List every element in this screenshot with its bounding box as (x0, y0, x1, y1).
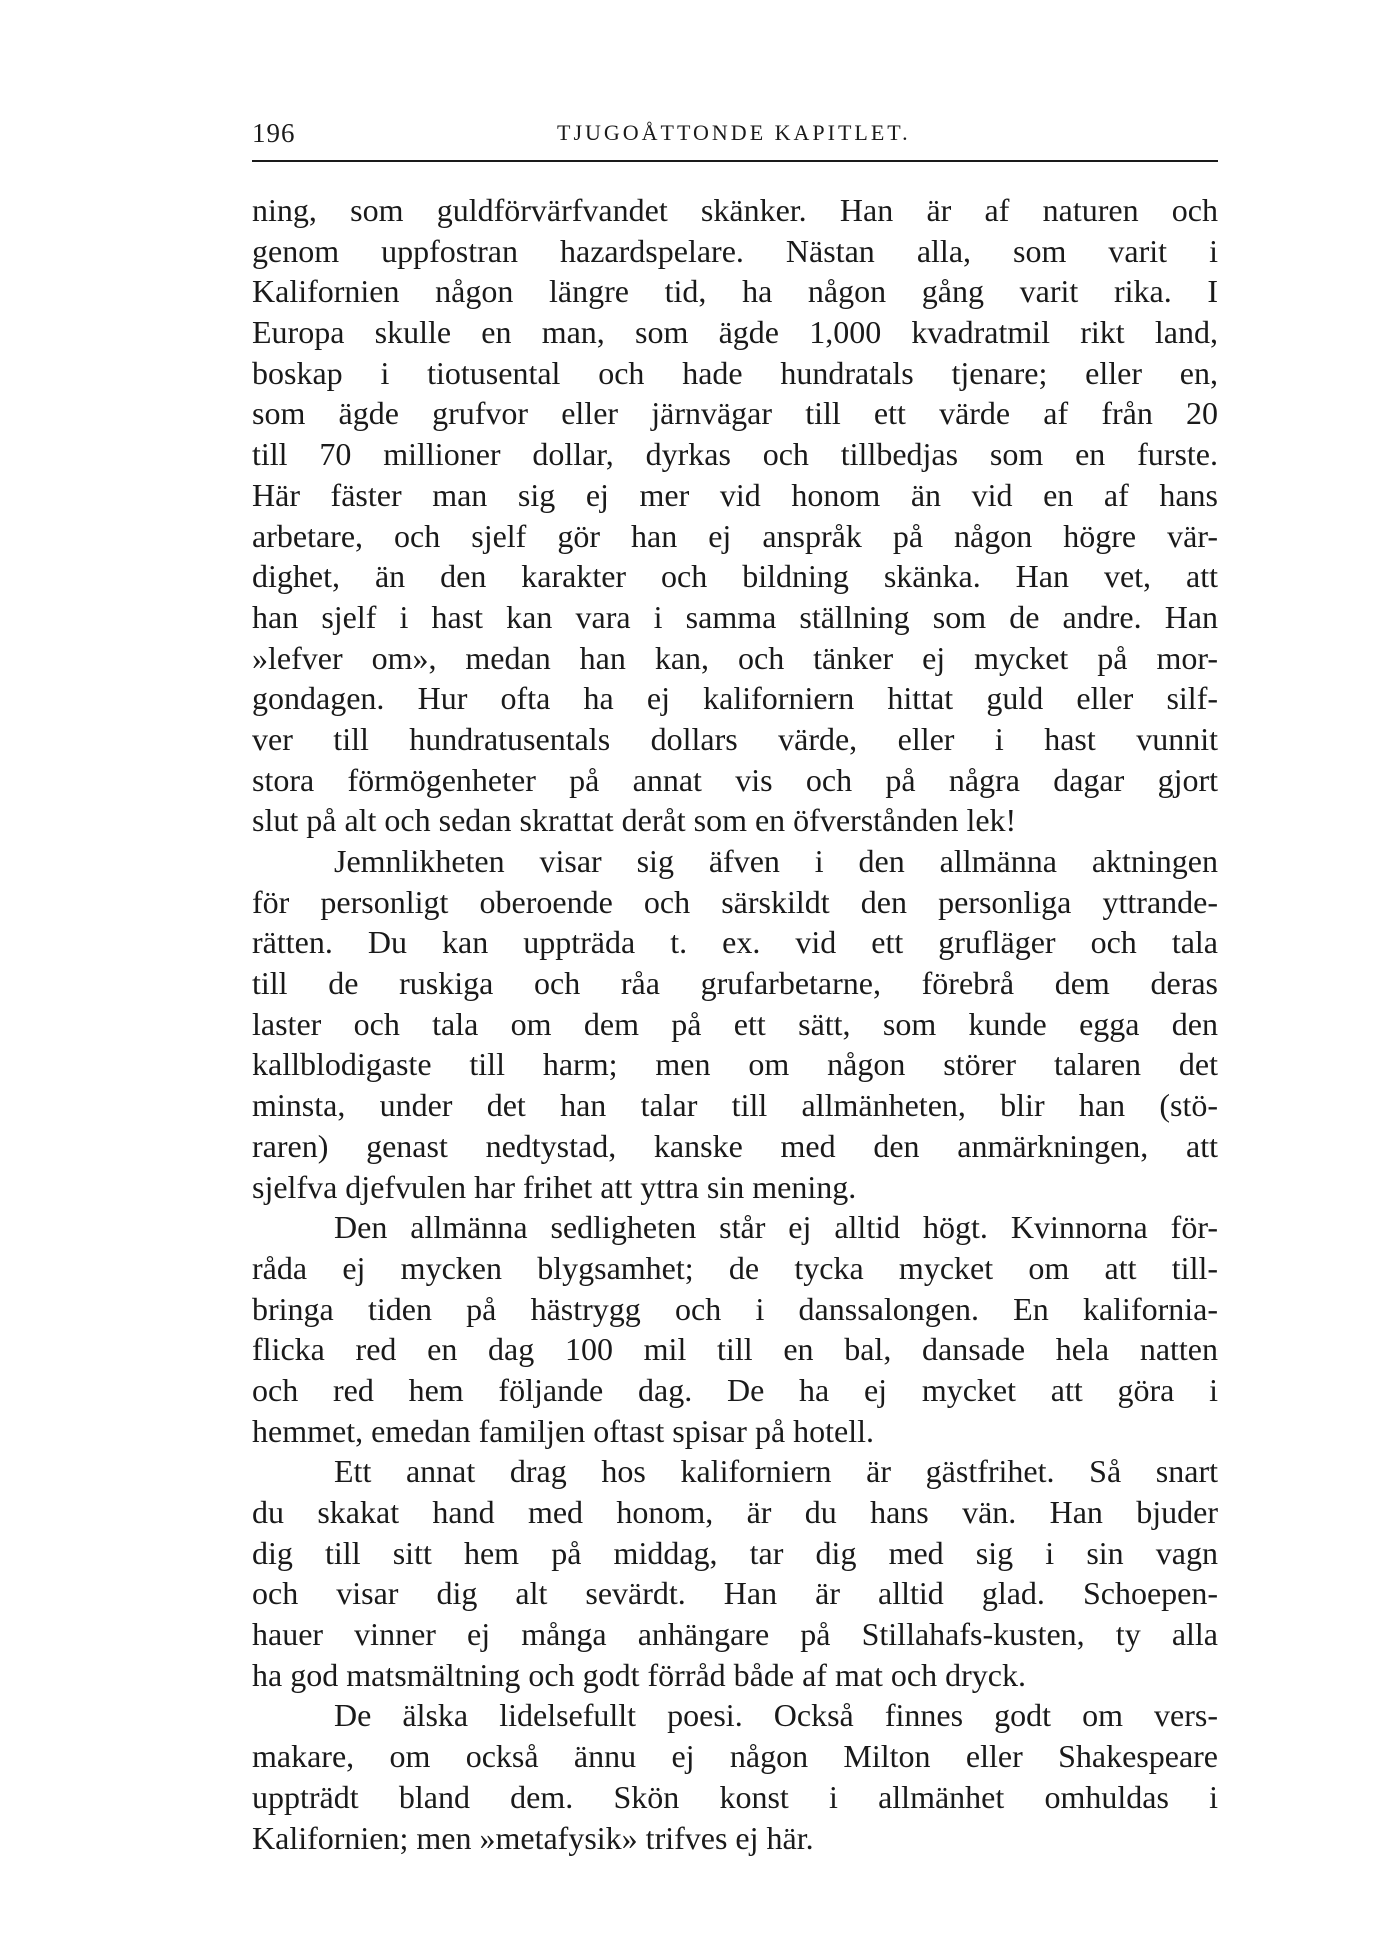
paragraph-end-line: hemmet, emedan familjen oftast spisar på hotell. (252, 1412, 875, 1449)
paragraph-end-line: slut på alt och sedan skrattat deråt som en öfverstånden lek! (252, 802, 1017, 839)
text-line: makare, om också ännu ej någon Milton eller Shakespeare (252, 1738, 1218, 1775)
text-line: stora förmögenheter på annat vis och på några dagar gjort (252, 761, 1218, 798)
paragraph-first-line: Den allmänna sedligheten står ej alltid högt. Kvinnorna för- (334, 1209, 1218, 1246)
text-line: han sjelf i hast kan vara i samma ställning som de andre. Han (252, 598, 1218, 635)
paragraph-first-line: Jemnlikheten visar sig äfven i den allmänna aktningen (334, 843, 1218, 879)
paragraph-first-line: Ett annat drag hos kaliforniern är gästfrihet. Så snart (334, 1453, 1218, 1490)
text-line: boskap i tiotusental och hade hundratals tjenare; eller en, (252, 354, 1218, 391)
text-line: uppträdt bland dem. Skön konst i allmänhet omhuldas i (252, 1778, 1218, 1815)
text-line: bringa tiden på hästrygg och i danssalongen. En kalifornia- (252, 1290, 1218, 1327)
text-line: du skakat hand med honom, är du hans vän. Han bjuder (252, 1494, 1218, 1530)
text-line: till de ruskiga och råa grufarbetarne, förebrå dem deras (252, 965, 1218, 1002)
text-line: raren) genast nedtystad, kanske med den anmärkningen, att (252, 1127, 1218, 1164)
text-line: laster och tala om dem på ett sätt, som kunde egga den (252, 1005, 1218, 1042)
text-line: Kalifornien någon längre tid, ha någon gång varit rika. I (252, 273, 1218, 310)
text-line: flicka red en dag 100 mil till en bal, dansade hela natten (252, 1331, 1218, 1368)
text-line: dig till sitt hem på middag, tar dig med sig i sin vagn (252, 1534, 1218, 1571)
text-line: som ägde grufvor eller järnvägar till ett värde af från 20 (252, 395, 1218, 432)
body-text (252, 190, 1218, 1858)
paragraph-first-line: De älska lidelsefullt poesi. Också finnes godt om vers- (334, 1697, 1218, 1734)
text-line: och red hem följande dag. De ha ej mycket att göra i (252, 1371, 1218, 1408)
text-line: genom uppfostran hazardspelare. Nästan alla, som varit i (252, 232, 1218, 269)
text-line: ver till hundratusentals dollars värde, eller i hast vunnit (252, 720, 1218, 757)
running-title: TJUGOÅTTONDE KAPITLET. (557, 120, 911, 145)
text-line: gondagen. Hur ofta ha ej kaliforniern hittat guld eller silf- (252, 680, 1218, 717)
text-line: Här fäster man sig ej mer vid honom än vid en af hans (252, 476, 1218, 513)
text-line: och visar dig alt sevärdt. Han är alltid glad. Schoepen- (252, 1575, 1218, 1612)
page-header (252, 118, 1218, 162)
paragraph-end-line: Kalifornien; men »metafysik» trifves ej här. (252, 1819, 814, 1856)
paragraph-end-line: ha god matsmältning och godt förråd både af mat och dryck. (252, 1656, 1026, 1693)
text-line: »lefver om», medan han kan, och tänker ej mycket på mor- (252, 639, 1218, 676)
text-line: arbetare, och sjelf gör han ej anspråk på någon högre vär- (252, 517, 1218, 554)
text-line: hauer vinner ej många anhängare på Stillahafs-kusten, ty alla (252, 1616, 1218, 1653)
text-line: för personligt oberoende och särskildt den personliga yttrande- (252, 883, 1218, 920)
page-number: 196 (252, 118, 296, 148)
paragraph-end-line: sjelfva djefvulen har frihet att yttra sin mening. (252, 1168, 857, 1205)
text-line: rätten. Du kan uppträda t. ex. vid ett grufläger och tala (252, 924, 1218, 961)
text-line: Europa skulle en man, som ägde 1,000 kvadratmil rikt land, (252, 314, 1218, 351)
text-line: ning, som guldförvärfvandet skänker. Han är af naturen och (252, 192, 1218, 228)
text-line: till 70 millioner dollar, dyrkas och tillbedjas som en furste. (252, 436, 1218, 473)
text-line: kallblodigaste till harm; men om någon störer talaren det (252, 1046, 1218, 1083)
text-line: dighet, än den karakter och bildning skänka. Han vet, att (252, 558, 1218, 595)
text-line: minsta, under det han talar till allmänheten, blir han (stö- (252, 1087, 1218, 1124)
text-line: råda ej mycken blygsamhet; de tycka mycket om att till- (252, 1249, 1218, 1286)
